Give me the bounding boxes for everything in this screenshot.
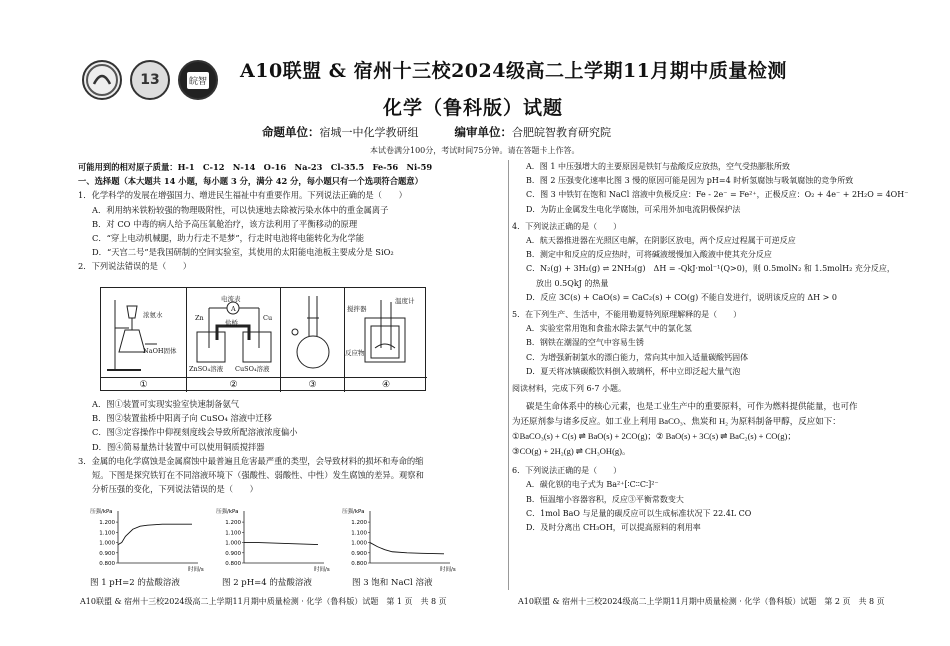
reading-intro: 阅读材料，完成下列 6-7 小题。 — [512, 384, 626, 394]
q1-option-b: B．对 CO 中毒的病人给予高压氧舱治疗，该方法利用了平衡移动的原理 — [92, 218, 358, 229]
series-line — [244, 543, 318, 545]
question-1: 1．化学科学的发展在增强国力、增进民生福祉中有重要作用。下列说法正确的是（ ） — [78, 190, 407, 201]
q6-option-b: B．恒温缩小容器容积，反应③平衡常数变大 — [526, 494, 684, 504]
fig2-label-cuso4: CuSO₄溶液 — [235, 365, 270, 373]
q3-option-b: B．图 2 压强变化速率比图 3 慢的原因可能是因为 pH=4 时析氢腐蚀与吸氧腐蚀的竞争所致 — [526, 176, 854, 186]
q3-option-c: C．图 3 中铁钉在饱和 NaCl 溶液中负极反应：Fe - 2e⁻ = Fe²⁺，正极反应：O₂ + 4e⁻ + 2H₂O = 4OH⁻ — [526, 190, 909, 200]
page-title: A10联盟 & 宿州十三校2024级高二上学期11月期中质量检测 — [240, 60, 787, 82]
y-tick-label: 1.200 — [351, 520, 367, 527]
fig2-label-salt-bridge: 盐桥 — [225, 319, 238, 327]
reading-line-2: 为还原剂参与诸多反应。如工业上利用 BaCO₃、焦炭和 H₂ 为原料制备甲醇，反应如下： — [512, 416, 841, 427]
question-5: 5．在下列生产、生活中，不能用勒夏特列原理解释的是（ ） — [512, 310, 742, 320]
atomic-masses: 可能用到的相对原子质量：H-1 C-12 N-14 O-16 Na-23 Cl-35.5 Fe-56 Ni-59 — [78, 162, 433, 172]
y-tick-label: 0.800 — [99, 561, 115, 567]
fig2-label-a: A — [231, 305, 236, 313]
column-divider — [508, 160, 509, 590]
q1-option-a: A．利用纳米铁粉较强的物理吸附性，可以快速地去除被污染水体中的重金属离子 — [92, 204, 389, 215]
y-tick-label: 1.100 — [225, 530, 241, 537]
fig1-label-naoh: NaOH固体 — [143, 347, 177, 355]
chart-3-title: 图 3 饱和 NaCl 溶液 — [352, 578, 433, 588]
q4-option-c-cont: 放出 0.5QkJ 的热量 — [536, 278, 609, 288]
question-6: 6．下列说法正确的是（ ） — [512, 466, 622, 476]
reading-line-3: ①BaCO₃(s) + C(s) ⇌ BaO(s) + 2CO(g)；② BaO(s) + 3C(s) ⇌ BaC₂(s) + CO(g)； — [512, 431, 796, 442]
fig4-label-stirrer: 搅拌器 — [347, 305, 367, 313]
y-tick-label: 1.100 — [351, 530, 367, 537]
y-axis-label: 压强/kPa — [90, 509, 113, 515]
fig2-label-zn: Zn — [195, 314, 204, 322]
y-tick-label: 0.900 — [99, 550, 115, 557]
question-2: 2．下列说法错误的是（ ） — [78, 261, 192, 272]
q2-option-d: D．图④简易量热计装置中可以使用铜质搅拌器 — [92, 441, 265, 452]
q6-option-a: A．碳化钡的电子式为 Ba²⁺[∶C∶∶C∶]²⁻ — [526, 480, 659, 490]
section-heading: 一、选择题（本大题共 14 小题，每小题 3 分，满分 42 分，每小题只有一个选项符合题意） — [78, 176, 423, 187]
q5-option-a: A．实验室常用饱和食盐水除去氯气中的氯化氢 — [526, 324, 692, 334]
q4-option-b: B．测定中和反应的反应热时，可将碱液缓慢加入酸液中使其充分反应 — [526, 250, 772, 260]
y-tick-label: 0.900 — [351, 550, 367, 557]
x-axis-label: 时间/s — [440, 567, 456, 573]
left-column — [78, 160, 498, 274]
fig2-label-znso4: ZnSO₄溶液 — [189, 365, 224, 373]
x-axis-label: 时间/s — [314, 567, 330, 573]
y-tick-label: 1.100 — [99, 530, 115, 537]
q1-option-d: D．“天宫二号”是我国研制的空间实验室，其使用的太阳能电池板主要成分是 SiO₂ — [92, 247, 394, 258]
q5-option-c: C．为增强新制氯水的漂白能力，常向其中加入适量碳酸钙固体 — [526, 352, 749, 362]
y-axis-label: 压强/kPa — [216, 509, 239, 515]
q5-option-d: D．夏天将冰镇碳酸饮料倒入玻璃杯，杯中立即泛起大量气泡 — [526, 366, 741, 376]
y-axis-label: 压强/kPa — [342, 509, 365, 515]
series-line — [118, 524, 192, 544]
q3-option-a: A．图 1 中压强增大的主要原因是铁钉与盐酸反应放热，空气受热膨胀所致 — [526, 162, 790, 171]
fig4-label-thermometer: 温度计 — [395, 297, 415, 305]
q1-option-c: C．“穿上电动机械腿，助力行走不是梦”，行走时电池将电能转化为化学能 — [92, 233, 365, 244]
x-axis-label: 时间/s — [188, 567, 204, 573]
right-column — [512, 160, 932, 535]
q6-option-d: D．及时分离出 CH₃OH，可以提高原料的利用率 — [526, 523, 701, 533]
ammonia-apparatus-icon — [101, 288, 187, 376]
left-column-lower — [78, 397, 498, 496]
reading-line-1: 碳是生命体系中的核心元素，也是工业生产中的重要原料，可作为燃料提供能量，也可作 — [526, 401, 858, 412]
fig2-label-cu: Cu — [263, 314, 273, 322]
wanzhi-logo: 皖智 — [178, 60, 218, 100]
q4-option-c: C．N₂(g) + 3H₂(g) ⇌ 2NH₃(g) ΔH = -QkJ·mol⁻¹(Q>0)，则 0.5molN₂ 和 1.5molH₂ 充分反应， — [526, 264, 895, 274]
volumetric-flask-icon — [281, 288, 345, 376]
figure-3-cell — [281, 288, 345, 392]
question-3-line1: 3．金属的电化学腐蚀是金属腐蚀中最普遍且危害最严重的类型，会导致材料的损坏和寿命的缩 — [78, 455, 424, 466]
y-tick-label: 1.200 — [225, 520, 241, 527]
page-footer-right: A10联盟 & 宿州十三校2024级高二上学期11月期中质量检测 · 化学（鲁科版）试题 第 2 页 共 8 页 — [518, 597, 885, 606]
y-tick-label: 0.800 — [225, 561, 241, 567]
pressure-chart-3 — [340, 505, 460, 577]
figure-label-3: ③ — [281, 377, 344, 392]
apparatus-figure — [100, 287, 426, 391]
exam-subtitle: 化学（鲁科版）试题 — [383, 97, 564, 119]
fig2-label-ammeter: 电流表 — [221, 295, 241, 303]
question-3-line2: 短。下图是探究铁钉在不同溶液环境下（强酸性、弱酸性、中性）发生腐蚀的差异。观察和 — [92, 470, 424, 481]
q2-option-b: B．图②装置盐桥中阳离子向 CuSO₄ 溶液中迁移 — [92, 413, 272, 424]
chart-1-title: 图 1 pH=2 的盐酸溶液 — [90, 578, 180, 588]
figure-label-4: ④ — [345, 377, 427, 392]
figure-1-cell — [101, 288, 187, 392]
figure-4-cell — [345, 288, 427, 392]
page-footer-left: A10联盟 & 宿州十三校2024级高二上学期11月期中质量检测 · 化学（鲁科版）试题 第 1 页 共 8 页 — [80, 597, 447, 606]
reading-line-4: ③CO(g) + 2H₂(g) ⇌ CH₃OH(g)。 — [512, 446, 631, 457]
school13-logo: 13 — [130, 60, 170, 100]
y-tick-label: 1.000 — [225, 540, 241, 547]
q2-option-c: C．图③定容操作中仰视刻度线会导致所配溶液浓度偏小 — [92, 427, 298, 438]
question-3-line3: 分析压强的变化，下列说法错误的是（ ） — [92, 484, 258, 495]
pressure-chart-1 — [88, 505, 208, 577]
alliance-logo — [82, 60, 122, 100]
figure-label-2: ② — [187, 377, 280, 392]
q3-option-d: D．为防止金属发生电化学腐蚀，可采用外加电流阴极保护法 — [526, 204, 741, 214]
y-tick-label: 1.000 — [99, 540, 115, 547]
reading-passage — [512, 399, 932, 459]
y-tick-label: 0.900 — [225, 550, 241, 557]
q6-option-c: C．1mol BaO 与足量的碳反应可以生成标准状况下 22.4L CO — [526, 508, 752, 518]
fig4-label-reactant: 反应物 — [345, 349, 365, 357]
chart-2-title: 图 2 pH=4 的盐酸溶液 — [222, 578, 312, 588]
author-units: 命题单位：宿城一中化学教研组 编审单位：合肥皖智教育研究院 — [262, 125, 612, 139]
y-tick-label: 1.000 — [351, 540, 367, 547]
figure-2-cell — [187, 288, 281, 392]
figure-label-1: ① — [101, 377, 186, 392]
y-tick-label: 0.800 — [351, 561, 367, 567]
fig1-label-ammonia: 浓氨水 — [143, 311, 163, 319]
pressure-chart-2 — [214, 505, 334, 577]
exam-note: 本试卷满分100分，考试时间75分钟。请在答题卡上作答。 — [370, 146, 580, 155]
series-line — [370, 543, 444, 554]
q4-option-a: A．航天器推进器在光照区电解，在阴影区放电，两个反应过程属于可逆反应 — [526, 236, 796, 246]
q2-option-a: A．图①装置可实现实验室快速制备氨气 — [92, 399, 240, 409]
alliance-emblem-icon — [84, 62, 120, 98]
y-tick-label: 1.200 — [99, 520, 115, 527]
question-4: 4．下列说法正确的是（ ） — [512, 221, 622, 231]
q4-option-d: D．反应 3C(s) + CaO(s) = CaC₂(s) + CO(g) 不能自发进行，说明该反应的 ΔH > 0 — [526, 292, 838, 302]
q5-option-b: B．钢铁在潮湿的空气中容易生锈 — [526, 338, 644, 348]
